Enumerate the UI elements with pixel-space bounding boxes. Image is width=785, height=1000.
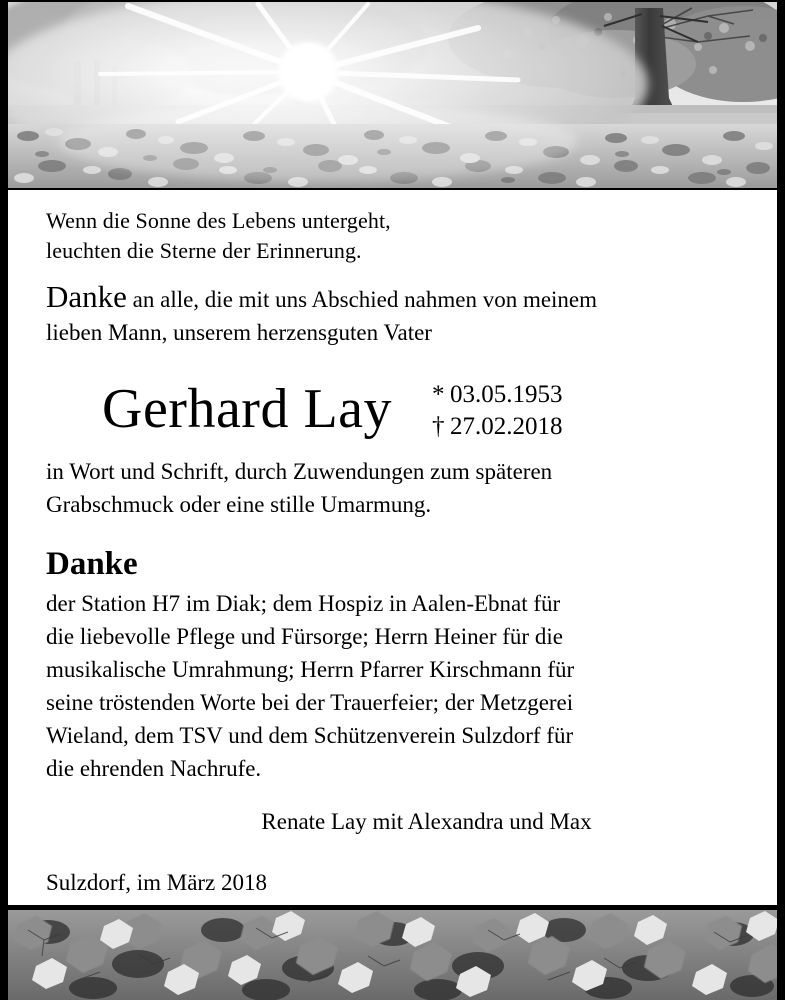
lead-line-2: lieben Mann, unserem herzensguten Vater [46,320,432,345]
deceased-name: Gerhard Lay [102,378,393,440]
header-photo-autumn-park [8,2,777,188]
thanks-line-6: die ehrenden Nachrufe. [46,756,262,781]
verse-line-2: leuchten die Sterne der Erinnerung. [46,238,362,263]
thanks-line-4: seine tröstenden Worte bei der Trauerfeier; der Metzgerei [46,690,574,715]
manner-of-thanks [46,455,737,521]
manner-line-1: in Wort und Schrift, durch Zuwendungen zum späteren [46,459,553,484]
memorial-verse [46,206,737,266]
life-dates [432,375,563,443]
death-date: 27.02.2018 [450,413,563,440]
place-and-date: Sulzdorf, im März 2018 [46,870,268,895]
notice-body [8,190,777,905]
verse-line-1: Wenn die Sonne des Lebens untergeht, [46,208,391,233]
danke-emphasis: Danke [46,279,127,314]
footer-photo-fallen-leaves [8,910,777,1000]
thanks-paragraph [46,587,737,785]
thanks-line-1: der Station H7 im Diak; dem Hospiz in Aalen-Ebnat für [46,591,561,616]
thanks-line-5: Wieland, dem TSV und dem Schützenverein Sulzdorf für [46,723,574,748]
manner-line-2: Grabschmuck oder eine stille Umarmung. [46,492,432,517]
thanks-line-2: die liebevolle Pflege und Fürsorge; Herrn Heiner für die [46,624,563,649]
lead-paragraph [46,280,737,349]
death-cross-icon: † [432,413,445,440]
birth-star-icon: * [432,381,445,408]
thanks-line-3: musikalische Umrahmung; Herrn Pfarrer Kirschmann für [46,657,575,682]
deceased-block [46,375,737,443]
thanks-heading: Danke [46,546,138,582]
lead-line-1-rest: an alle, die mit uns Abschied nahmen von meinem [126,287,598,312]
death-date-line [432,411,563,443]
family-signature: Renate Lay mit Alexandra und Max [261,809,592,834]
birth-date: 03.05.1953 [450,381,563,408]
birth-date-line [432,379,563,411]
